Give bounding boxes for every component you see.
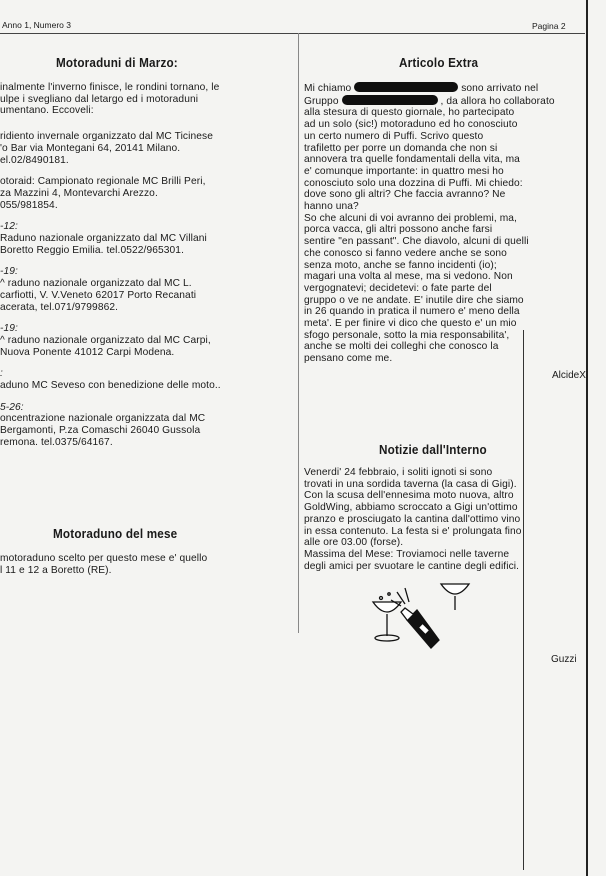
event-item xyxy=(0,131,292,166)
extra-line: Gruppo , da allora ho collaborato xyxy=(304,95,555,107)
event-line: el.02/8490181. xyxy=(0,154,69,166)
articolo-extra-title: Articolo Extra xyxy=(399,55,479,70)
redaction-mark xyxy=(342,95,438,105)
event-item xyxy=(0,176,292,211)
event-date: : xyxy=(0,368,3,380)
notizie-line: GoldWing, abbiamo scroccato a Gigi un'ottimo xyxy=(304,502,518,514)
event-date: 5-26: xyxy=(0,401,24,413)
page-number: Pagina 2 xyxy=(532,21,566,31)
extra-line: gruppo o ve ne andate. E' inutile dire che siamo xyxy=(304,294,524,306)
event-date: -19: xyxy=(0,323,18,335)
event-line: Raduno nazionale organizzato dal MC Villani xyxy=(0,233,207,245)
notizie-line: Massima del Mese: Troviamoci nelle taverne xyxy=(304,548,510,560)
extra-line: alla stesura di questo giornale, ho partecipato xyxy=(304,107,515,119)
articolo-extra-text xyxy=(304,82,600,365)
extra-line: e' comunque importante: in quattro mesi ho xyxy=(304,165,504,177)
extra-line: Mi chiamo sono arrivato nel xyxy=(304,83,539,94)
notizie-line: in essa contenuto. La festa si e' prolungata fino xyxy=(304,525,522,537)
event-line: oncentrazione nazionale organizzata dal MC xyxy=(0,413,206,425)
scan-crease-line xyxy=(523,330,524,870)
extra-line: anche se molti dei colleghi che conosco la xyxy=(304,341,499,353)
notizie-signature: Guzzi xyxy=(551,654,577,665)
notizie-line: pranzo e prosciugato la cantina dall'ottimo vino xyxy=(304,513,521,525)
extra-line: dove sono gli altri? Che faccia avranno? Ne xyxy=(304,189,506,201)
notizie-line: alle ore 03.00 (forse). xyxy=(304,537,404,549)
event-date: -12: xyxy=(0,221,18,233)
event-line: za Mazzini 4, Montevarchi Arezzo. xyxy=(0,187,158,199)
event-line: Nuova Ponente 41012 Carpi Modena. xyxy=(0,346,175,358)
event-item xyxy=(0,368,292,391)
header-rule xyxy=(0,33,585,34)
extra-line: trafiletto per porre un domanda che non si xyxy=(304,142,498,154)
event-line: acerata, tel.071/9799862. xyxy=(0,301,119,313)
notizie-line: Venerdi' 24 febbraio, i soliti ignoti si sono xyxy=(304,467,493,478)
notizie-title: Notizie dall'Interno xyxy=(379,442,487,457)
issue-label: Anno 1, Numero 3 xyxy=(2,20,71,30)
event-line: 055/981854. xyxy=(0,199,58,211)
event-item xyxy=(0,266,292,313)
extra-line: in 26 quando in pratica il numero e' meno della xyxy=(304,306,520,318)
notizie-line: degli amici per svuotare le cantine degli edifici. xyxy=(304,560,520,572)
extra-line: hanno una? xyxy=(304,201,359,213)
redaction-mark xyxy=(354,82,458,92)
extra-line: conosciuto solo una dozzina di Puffi. Mi chiedo: xyxy=(304,177,523,189)
event-item xyxy=(0,402,292,449)
intro-line: inalmente l'inverno finisce, le rondini tornano, le xyxy=(0,82,220,93)
event-line: Boretto Reggio Emilia. tel.0522/965301. xyxy=(0,244,184,256)
extra-line: meta'. E per finire vi dico che questo e' un mio xyxy=(304,318,517,330)
mese-line: motoraduno scelto per questo mese e' quello xyxy=(0,553,208,564)
extra-line: che conosco si fanno vedere anche se sono xyxy=(304,247,507,259)
motoraduni-title: Motoraduni di Marzo: xyxy=(56,55,178,70)
event-line: carfiotti, V. V.Veneto 62017 Porto Recanati xyxy=(0,289,197,301)
extra-line: porca vacca, gli altri possono anche farsi xyxy=(304,224,493,236)
event-line: ^ raduno nazionale organizzato dal MC L. xyxy=(0,278,192,290)
extra-line: magari una volta al mese, ma si vedono. Non xyxy=(304,271,513,283)
motoraduno-mese-title: Motoraduno del mese xyxy=(53,526,178,541)
extra-line: un certo numero di Puffi. Scrivo questo xyxy=(304,130,484,142)
extra-line: ad un solo (sic!) motoraduno ed ho conosciuto xyxy=(304,119,518,131)
event-line: 'o Bar via Montegani 64, 20141 Milano. xyxy=(0,142,181,154)
champagne-clipart xyxy=(365,570,475,660)
event-line: remona. tel.0375/64167. xyxy=(0,436,113,448)
event-line: ridiento invernale organizzato dal MC Ticinese xyxy=(0,131,213,143)
extra-line: pensano come me. xyxy=(304,353,393,365)
notizie-line: Con la scusa dell'ennesima moto nuova, altro xyxy=(304,490,514,502)
articolo-extra-signature: AlcideX xyxy=(552,370,586,381)
event-item xyxy=(0,323,292,358)
extra-line: vergognatevi; decidetevi: o fate parte del xyxy=(304,282,492,294)
extra-line: So che alcuni di voi avranno dei problemi, ma, xyxy=(304,212,517,224)
notizie-line: trovati in una sordida taverna (la casa di Gigi). xyxy=(304,478,517,490)
event-line: ^ raduno nazionale organizzato dal MC Carpi, xyxy=(0,334,211,346)
intro-line: umentano. Eccoveli: xyxy=(0,105,94,117)
motoraduni-list xyxy=(0,82,292,449)
event-line: Bergamonti, P.za Comaschi 26040 Gussola xyxy=(0,425,201,437)
event-line: otoraid: Campionato regionale MC Brilli Peri, xyxy=(0,176,206,188)
event-line: aduno MC Seveso con benedizione delle moto.. xyxy=(0,380,221,392)
extra-line: sentire "en passant". Che diavolo, alcuni di quelli xyxy=(304,236,529,248)
column-divider xyxy=(298,33,299,633)
motoraduno-mese-text xyxy=(0,553,292,576)
event-date: -19: xyxy=(0,266,18,278)
event-item xyxy=(0,221,292,256)
extra-line: sfogo personale, sotto la mia responsabilita', xyxy=(304,329,510,341)
notizie-text xyxy=(304,467,600,572)
extra-line: annovera tra quelle fondamentali della vita, ma xyxy=(304,154,520,166)
mese-line: l 11 e 12 a Boretto (RE). xyxy=(0,564,112,576)
intro-line: ulpe i svegliano dal letargo ed i motoraduni xyxy=(0,93,199,105)
extra-line: senza moto, anche se fanno incidenti (io); xyxy=(304,259,497,271)
